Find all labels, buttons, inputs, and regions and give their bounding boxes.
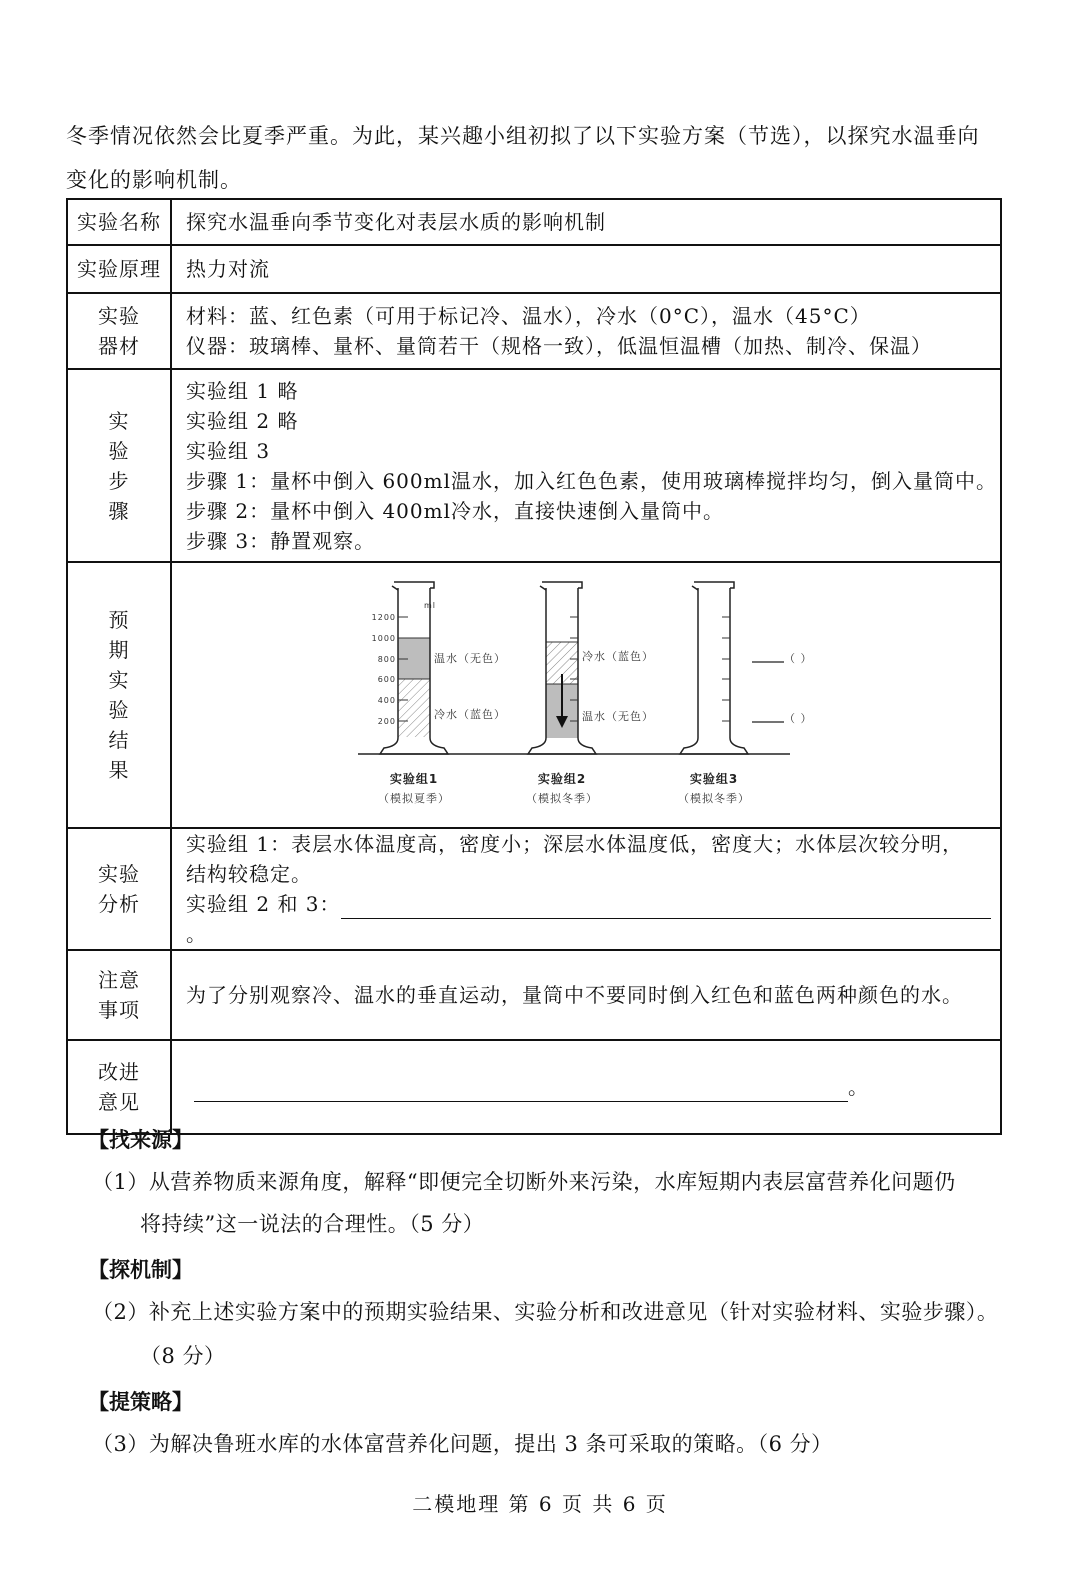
analysis-line: 实验组 1：表层水体温度高，密度小；深层水体温度低，密度大；水体层次较分明，	[186, 832, 964, 856]
analysis-label: 实验 分析	[67, 828, 171, 950]
materials-line: 仪器：玻璃棒、量杯、量筒若干（规格一致），低温恒温槽（加热、制冷、保温）	[186, 334, 932, 358]
tick-label: 1200	[371, 613, 396, 622]
cylinder-3	[680, 582, 813, 754]
unit-label: ml	[424, 601, 437, 610]
step-line: 实验组 3	[186, 438, 271, 463]
section-propose-strategy: 【提策略】	[88, 1390, 193, 1414]
question-1-line-2: 将持续”这一说法的合理性。（5 分）	[140, 1212, 485, 1236]
row-principle	[67, 245, 1001, 293]
c1-bottom-label: 冷水（蓝色）	[434, 708, 506, 721]
materials-label: 实验 器材	[67, 293, 171, 369]
row-materials	[67, 293, 1001, 369]
group-1-name: 实验组1	[389, 772, 439, 786]
tick-label: 1000	[371, 634, 396, 643]
question-2-line-1: （2）补充上述实验方案中的预期实验结果、实验分析和改进意见（针对实验材料、实验步骤）。	[92, 1300, 999, 1324]
row-analysis	[67, 828, 1001, 950]
materials-line: 材料：蓝、红色素（可用于标记冷、温水），冷水（0°C），温水（45°C）	[186, 304, 871, 328]
question-3: （3）为解决鲁班水库的水体富营养化问题，提出 3 条可采取的策略。（6 分）	[92, 1432, 833, 1456]
group-1-note: （模拟夏季）	[378, 792, 450, 805]
row-results	[67, 562, 1001, 828]
intro-line-1: 冬季情况依然会比夏季严重。为此，某兴趣小组初拟了以下实验方案（节选），以探究水温垂向	[66, 124, 980, 148]
c2-top-label: 冷水（蓝色）	[582, 650, 654, 663]
step-line: 步骤 2：量杯中倒入 400ml冷水，直接快速倒入量筒中。	[186, 498, 724, 523]
experiment-table	[66, 198, 1002, 1135]
notes-label: 注意 事项	[67, 950, 171, 1040]
c3-blank-2: （ ）	[784, 712, 813, 725]
step-line: 步骤 3：静置观察。	[186, 528, 376, 553]
cylinder-1	[372, 582, 506, 754]
cylinder-2	[528, 582, 654, 754]
step-line: 步骤 1：量杯中倒入 600ml温水，加入红色色素，使用玻璃棒搅拌均匀，倒入量筒中。	[186, 468, 997, 493]
name-value: 探究水温垂向季节变化对表层水质的影响机制	[171, 199, 1001, 245]
analysis-value	[171, 828, 1001, 950]
tick-label: 400	[377, 696, 396, 705]
improve-value	[171, 1040, 1001, 1134]
row-improve	[67, 1040, 1001, 1134]
tick-label: 800	[377, 655, 396, 664]
c1-cold-layer	[398, 679, 430, 737]
section-find-source: 【找来源】	[88, 1128, 193, 1152]
analysis-line: 结构较稳定。	[186, 862, 312, 886]
step-line: 实验组 1 略	[186, 378, 299, 403]
row-notes	[67, 950, 1001, 1040]
tick-label: 600	[377, 675, 396, 684]
step-line: 实验组 2 略	[186, 408, 299, 433]
tick-label: 200	[377, 717, 396, 726]
analysis-prefix: 实验组 2 和 3：	[186, 892, 341, 916]
row-name	[67, 199, 1001, 245]
tick-labels	[372, 613, 396, 726]
c1-top-label: 温水（无色）	[434, 652, 506, 665]
row-steps	[67, 369, 1001, 562]
intro-paragraph	[66, 114, 1016, 202]
improve-label: 改进 意见	[67, 1040, 171, 1134]
question-1-line-1: （1）从营养物质来源角度，解释“即便完全切断外来污染，水库短期内表层富营养化问题仍	[92, 1170, 956, 1194]
period: 。	[186, 922, 207, 946]
analysis-blank-line	[186, 889, 1000, 949]
group-3-note: （模拟冬季）	[678, 792, 750, 805]
steps-label: 实 验 步 骤	[67, 369, 171, 562]
c3-blank-1: （ ）	[784, 652, 813, 665]
page-footer: 二模地理 第 6 页 共 6 页	[412, 1492, 668, 1516]
name-label: 实验名称	[67, 199, 171, 245]
materials-value	[171, 293, 1001, 369]
principle-value: 热力对流	[171, 245, 1001, 293]
section-explore-mechanism: 【探机制】	[88, 1258, 193, 1282]
group-2-name: 实验组2	[537, 772, 587, 786]
cylinders-figure	[172, 564, 1004, 826]
steps-value	[171, 369, 1001, 562]
question-2-line-2: （8 分）	[140, 1344, 226, 1368]
principle-label: 实验原理	[67, 245, 171, 293]
group-3-name: 实验组3	[689, 772, 739, 786]
group-2-note: （模拟冬季）	[526, 792, 598, 805]
period: 。	[848, 1075, 869, 1099]
results-label: 预 期 实 验 结 果	[67, 562, 171, 828]
notes-value: 为了分别观察冷、温水的垂直运动，量筒中不要同时倒入红色和蓝色两种颜色的水。	[171, 950, 1001, 1040]
intro-line-2: 变化的影响机制。	[66, 168, 242, 192]
results-figure-cell	[171, 562, 1001, 828]
analysis-answer-blank[interactable]	[341, 896, 991, 919]
improve-answer-blank[interactable]	[194, 1079, 848, 1102]
c2-bottom-label: 温水（无色）	[582, 710, 654, 723]
